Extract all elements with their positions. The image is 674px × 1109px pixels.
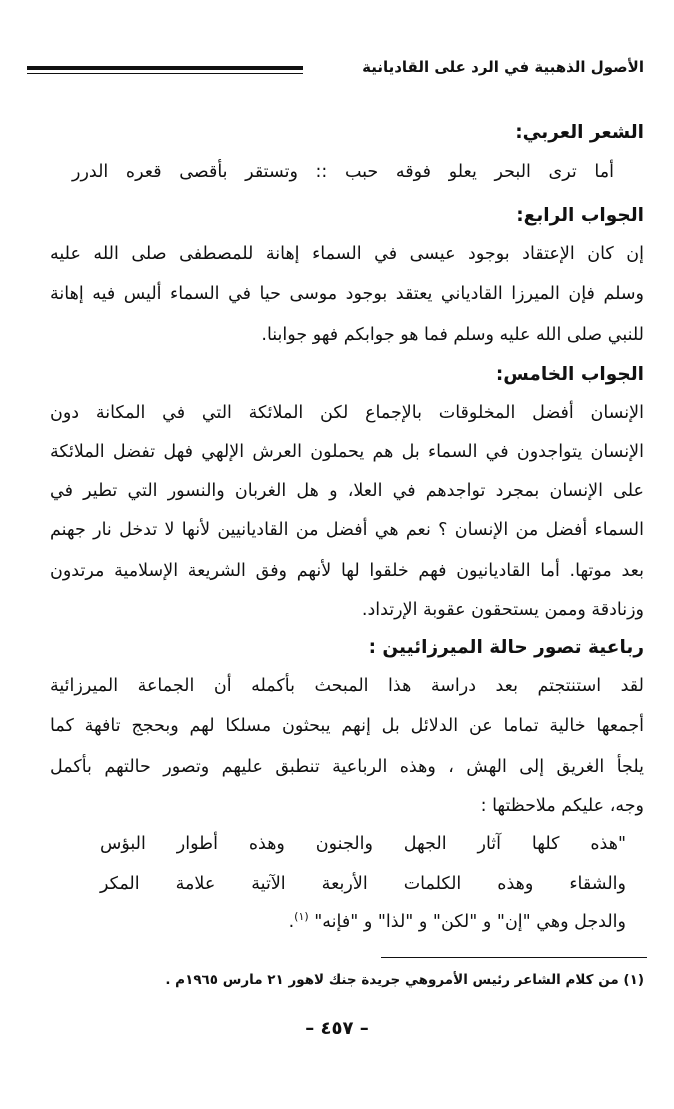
fourth-answer-line: للنبي صلى الله عليه وسلم فما هو جوابكم فهو جوابنا. bbox=[261, 325, 644, 345]
fifth-answer-line: الإنسان أفضل المخلوقات بالإجماع لكن الملائكة التي في المكانة دون bbox=[50, 403, 644, 423]
fourth-answer-line: وسلم فإن الميرزا القادياني يعتقد بوجود موسى حيا في السماء أليس فيه إهانة bbox=[50, 284, 644, 304]
heading-quatrain: رباعية تصور حالة الميرزائيين : bbox=[368, 637, 644, 658]
heading-arabic-poetry: الشعر العربي: bbox=[515, 122, 644, 143]
quote-end-dot: . bbox=[288, 912, 295, 932]
footnote-text: (١) من كلام الشاعر رئيس الأمروهي جريدة جنك لاهور ٢١ مارس ١٩٦٥م . bbox=[165, 972, 644, 988]
header-rule-thin bbox=[27, 73, 303, 74]
fifth-answer-line: الإنسان يتواجدون في السماء بل هم يحملون العرش الإلهي فهل تفضل الملائكة bbox=[50, 442, 644, 462]
fifth-answer-line: على الإنسان بمجرد تواجدهم في العلا، و هل الغربان والنسور التي تطير في bbox=[50, 481, 644, 501]
page-number: – ٤٥٧ – bbox=[305, 1018, 369, 1039]
running-header-title: الأصول الذهبية في الرد على القاديانية bbox=[362, 58, 644, 76]
quote-line-last bbox=[289, 912, 626, 932]
fifth-answer-line: السماء أفضل من الإنسان ؟ نعم هي أفضل من القاديانيين لأنها لا تدخل نار جهنم bbox=[50, 520, 644, 540]
quatrain-intro-line: لقد استنتجتم بعد دراسة هذا المبحث بأكمله أن الجماعة الميرزائية bbox=[50, 676, 644, 696]
heading-fourth-answer: الجواب الرابع: bbox=[516, 205, 644, 226]
fifth-answer-line: بعد موتها. أما القاديانيون فهم خلقوا لها لأنهم وفق الشريعة الإسلامية مرتدون bbox=[50, 561, 644, 581]
fourth-answer-line: إن كان الإعتقاد بوجود عيسى في السماء إهانة للمصطفى صلى الله عليه bbox=[50, 244, 644, 264]
quatrain-intro-line: أجمعها خالية تماما عن الدلائل بل إنهم يبحثون مسلكا لهم وبحجج تافهة كما bbox=[50, 716, 644, 736]
heading-fifth-answer: الجواب الخامس: bbox=[495, 364, 644, 385]
quote-line: والشقاء وهذه الكلمات الأربعة الآتية علامة المكر bbox=[100, 874, 626, 894]
quatrain-intro-line: يلجأ الغريق إلى الهش ، وهذه الرباعية تنطبق عليهم وتصور حالتهم بأكمل bbox=[50, 757, 644, 777]
poem-verse: أما ترى البحر يعلو فوقه حبب :: وتستقر بأقصى قعره الدرر bbox=[72, 162, 614, 182]
quatrain-intro-line: وجه، عليكم ملاحظتها : bbox=[480, 796, 644, 816]
header-rule-thick bbox=[27, 66, 303, 70]
fifth-answer-line: وزنادقة وممن يستحقون عقوبة الإرتداد. bbox=[361, 600, 644, 620]
footnote-separator bbox=[381, 957, 647, 958]
quote-line: "هذه كلها آثار الجهل والجنون وهذه أطوار البؤس bbox=[100, 834, 626, 854]
footnote-reference-marker: (١) bbox=[294, 910, 309, 924]
quote-line-text: والدجل وهي "إن" و "لكن" و "لذا" و "فإنه" bbox=[308, 912, 626, 932]
